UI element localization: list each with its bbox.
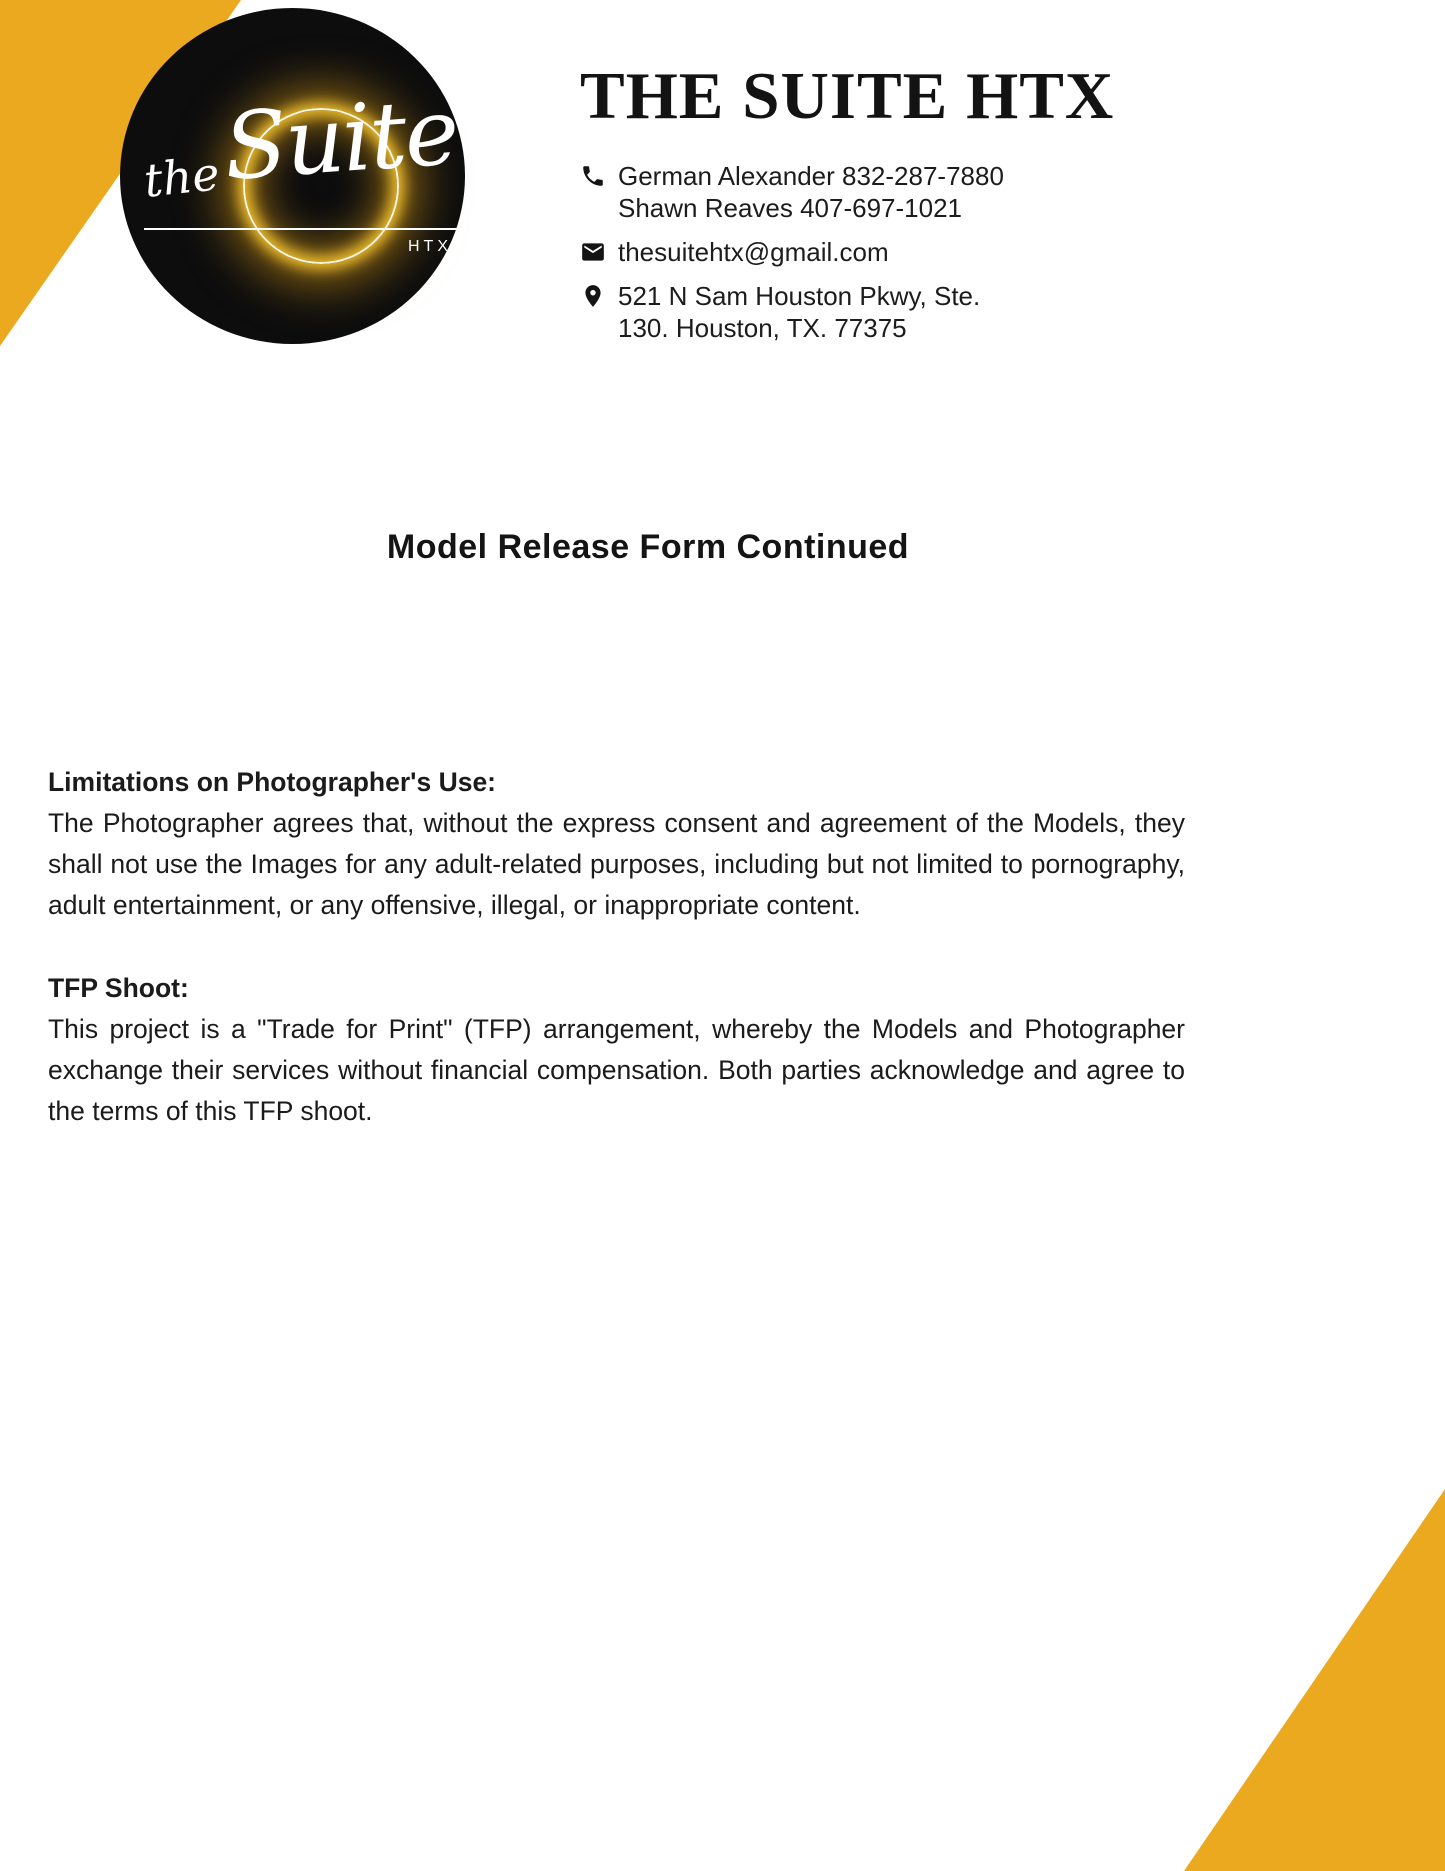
logo-word-htx: HTX bbox=[408, 238, 452, 255]
section-text: This project is a "Trade for Print" (TFP) arrangement, whereby the Models and Photographer exchange their services without financial compensation. Both parties acknowledge and agree to the terms of this TFP shoot. bbox=[48, 1014, 1185, 1126]
contact-block bbox=[580, 160, 1004, 344]
section-tfp-shoot bbox=[48, 968, 1185, 1132]
address-line-1: 521 N Sam Houston Pkwy, Ste. bbox=[618, 281, 981, 311]
phone-line-1: German Alexander 832-287-7880 bbox=[618, 161, 1004, 191]
email-row bbox=[580, 236, 1004, 268]
document-body bbox=[48, 762, 1185, 1132]
section-heading: TFP Shoot: bbox=[48, 973, 189, 1003]
phone-icon bbox=[580, 163, 606, 189]
phone-line-2: Shawn Reaves 407-697-1021 bbox=[618, 193, 963, 223]
phone-row bbox=[580, 160, 1004, 224]
logo-underline bbox=[144, 228, 464, 230]
section-heading: Limitations on Photographer's Use: bbox=[48, 767, 497, 797]
document-title: Model Release Form Continued bbox=[386, 528, 910, 566]
address-row bbox=[580, 280, 1004, 344]
address-line-2: 130. Houston, TX. 77375 bbox=[618, 313, 907, 343]
suite-htx-logo bbox=[120, 8, 465, 344]
section-text: The Photographer agrees that, without the express consent and agreement of the Models, they shall not use the Images for any adult-related purposes, including but not limited to pornography, adult entertainment, or any offensive, illegal, or inappropriate content. bbox=[48, 808, 1185, 920]
email-icon bbox=[580, 239, 606, 265]
bottom-right-gold-triangle bbox=[1184, 1489, 1445, 1871]
email-address: thesuitehtx@gmail.com bbox=[618, 237, 889, 267]
logo-word-suite: Suite bbox=[220, 77, 461, 202]
logo-word-the: the bbox=[141, 146, 222, 208]
address-lines bbox=[618, 280, 980, 344]
phone-lines bbox=[618, 160, 1004, 224]
location-icon bbox=[580, 283, 606, 309]
brand-title: THE SUITE HTX bbox=[580, 59, 1115, 133]
section-limitations bbox=[48, 762, 1185, 926]
